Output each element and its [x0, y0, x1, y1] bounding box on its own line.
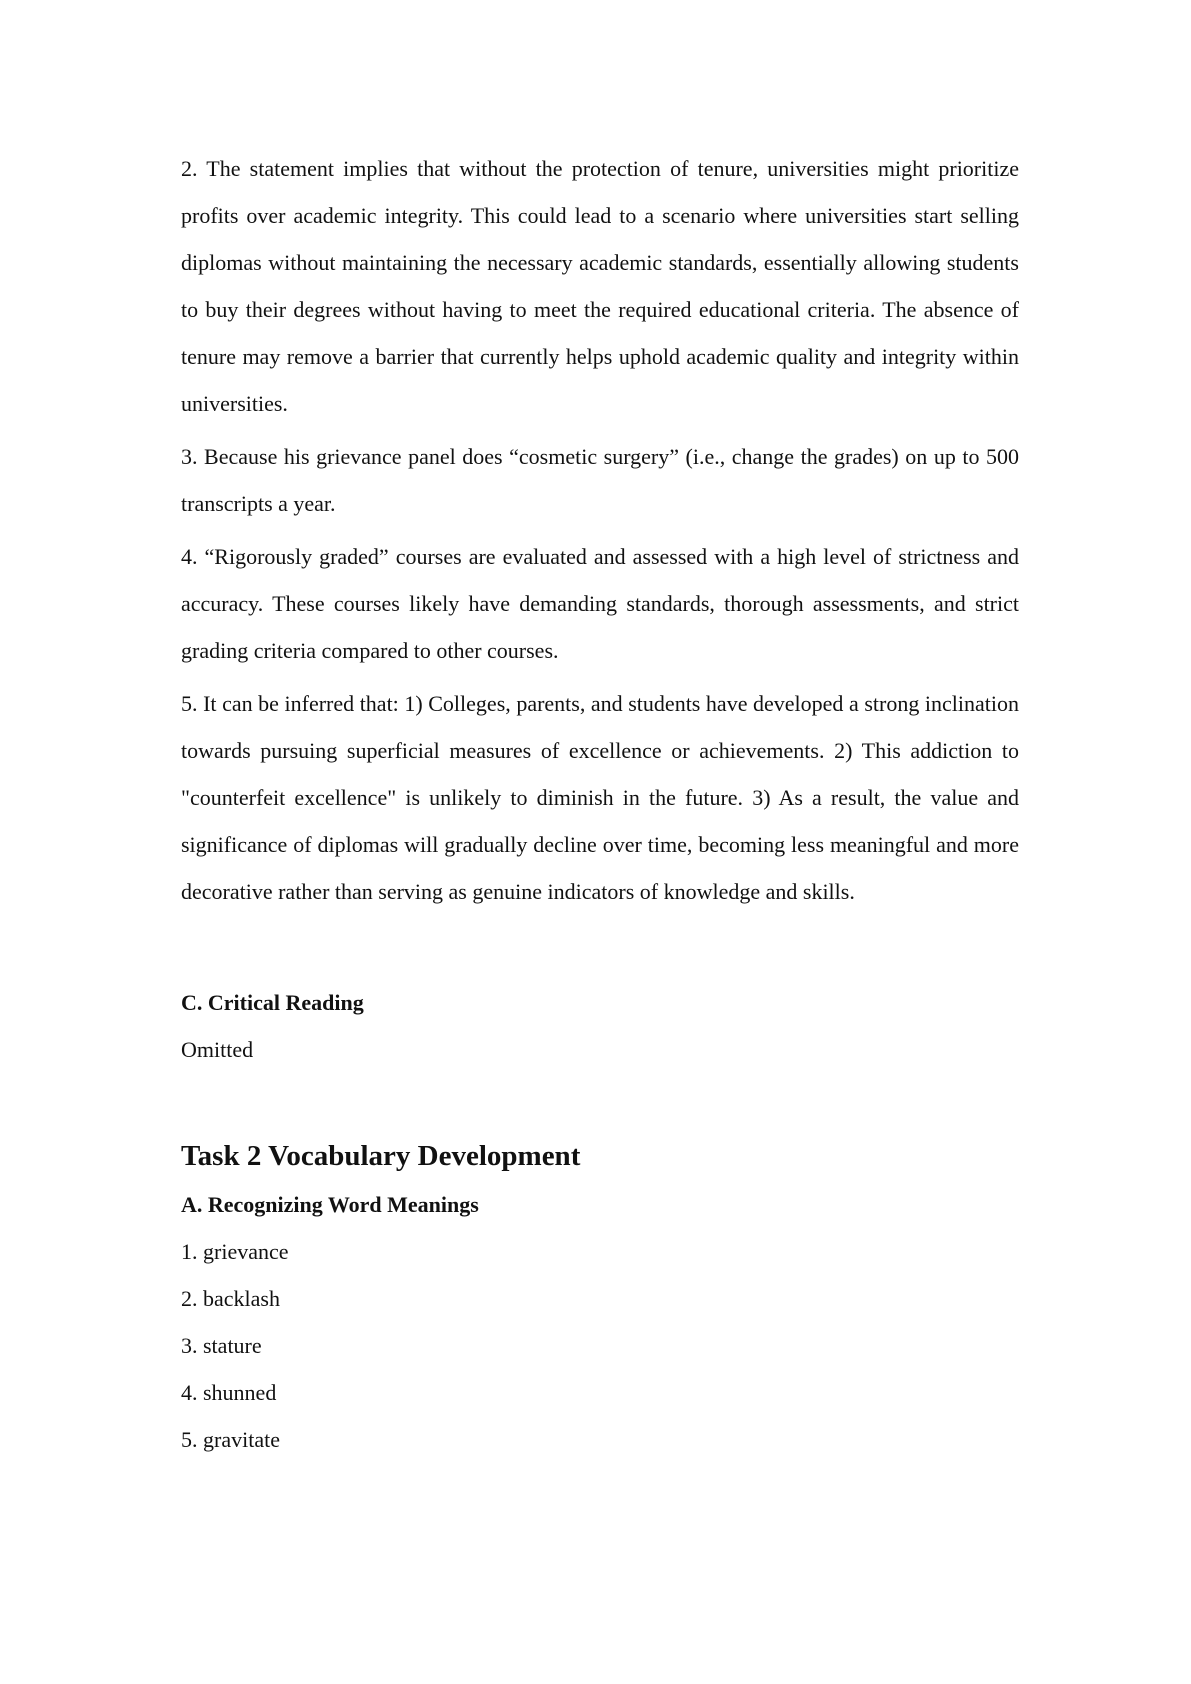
answer-paragraph-4: 4. “Rigorously graded” courses are evaluated and assessed with a high level of strictness and accuracy. These courses likely have demanding standards, thorough assessments, and strict grading criteria compared to other courses. [181, 544, 1019, 663]
spacer [181, 921, 1019, 979]
document-page [181, 145, 1019, 1463]
spacer [181, 1073, 1019, 1131]
answer-paragraph-5: 5. It can be inferred that: 1) Colleges, parents, and students have developed a strong inclination towards pursuing superficial measures of excellence or achievements. 2) This addiction to "counterfeit excellence" is unlikely to diminish in the future. 3) As a result, the value and significance of diplomas will gradually decline over time, becoming less meaningful and more decorative rather than serving as genuine indicators of knowledge and skills. [181, 691, 1019, 904]
list-item: 5. gravitate [181, 1427, 280, 1452]
list-item: 4. shunned [181, 1380, 277, 1405]
list-item: 1. grievance [181, 1239, 289, 1264]
answer-paragraph-2: 2. The statement implies that without the protection of tenure, universities might prioritize profits over academic integrity. This could lead to a scenario where universities start selling diplomas without maintaining the necessary academic standards, essentially allowing students to buy their degrees without having to meet the required educational criteria. The absence of tenure may remove a barrier that currently helps uphold academic quality and integrity within universities. [181, 156, 1019, 416]
task-2-heading: Task 2 Vocabulary Development [181, 1140, 581, 1172]
list-item: 3. stature [181, 1333, 262, 1358]
critical-reading-heading: C. Critical Reading [181, 990, 364, 1015]
answer-paragraph-3: 3. Because his grievance panel does “cosmetic surgery” (i.e., change the grades) on up to 500 transcripts a year. [181, 444, 1019, 516]
vocabulary-list [181, 1228, 1019, 1463]
word-meanings-heading: A. Recognizing Word Meanings [181, 1192, 479, 1217]
critical-reading-text: Omitted [181, 1037, 254, 1062]
list-item: 2. backlash [181, 1286, 280, 1311]
